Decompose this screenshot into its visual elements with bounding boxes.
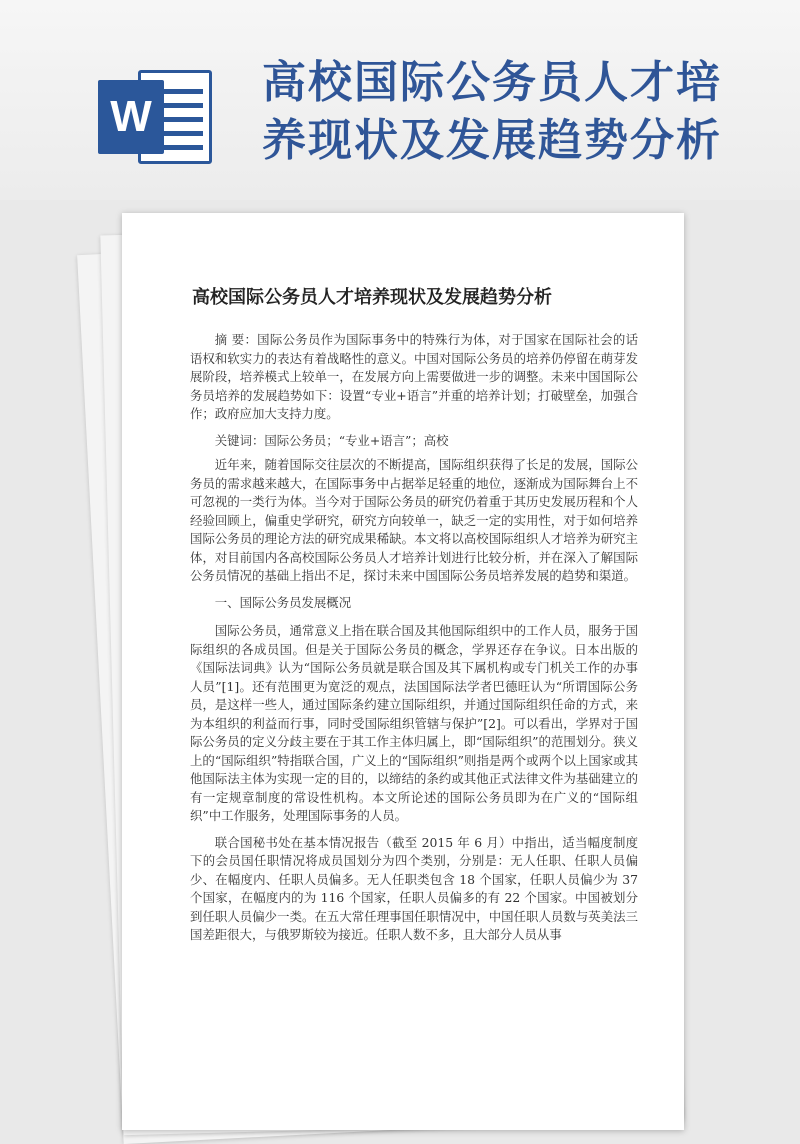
document-title: 高校国际公务员人才培养现状及发展趋势分析: [192, 287, 552, 308]
banner-title: [262, 54, 762, 170]
document-body: [190, 331, 638, 953]
word-icon-letter: W: [98, 80, 164, 154]
body-paragraph-1: 国际公务员，通常意义上指在联合国及其他国际组织中的工作人员，服务于国际组织的各成员国。但是关于国际公务员的概念，学界还存在争议。日本出版的《国际法词典》认为“国际公务员就是联合国及其下属机构或专门机关工作的办事人员”[1]。还有范围更为宽泛的观点，法国国际法学者巴德旺认为“所谓国际公务员，是这样一些人，通过国际条约建立国际组织，并通过国际组织任命的方式，来为本组织的利益而行事，同时受国际组织管辖与保护”[2]。可以看出，学界对于国际公务员的定义分歧主要在于其工作主体归属上，即“国际组织”的范围划分。狭义上的“国际组织”特指联合国，广义上的“国际组织”则指是两个或两个以上国家或其他国际法主体为实现一定的目的，以缔结的条约或其他正式法律文件为基础建立的有一定规章制度的常设性机构。本文所论述的国际公务员即为在广义的“国际组织”中工作服务，处理国际事务的人员。: [190, 623, 638, 823]
header-banner: [0, 0, 800, 200]
keywords-paragraph: 关键词：国际公务员；“专业+语言”；高校: [214, 432, 449, 448]
document-page: [122, 213, 684, 1130]
word-document-icon: [98, 62, 218, 172]
intro-paragraph: 近年来，随着国际交往层次的不断提高，国际组织获得了长足的发展，国际公务员的需求越来越大，在国际事务中占据举足轻重的地位，逐渐成为国际舞台上不可忽视的一类行为体。当今对于国际公务员的研究仍着重于其历史发展历程和个人经验回顾上，偏重史学研究，研究方向较单一，缺乏一定的实用性，对于如何培养国际公务员的理论方法的研究成果稀缺。本文将以高校国际组织人才培养为研究主体，对目前国内各高校国际公务员人才培养计划进行比较分析，并在深入了解国际公务员情况的基础上指出不足，探讨未来中国国际公务员培养发展的趋势和渠道。: [190, 457, 638, 583]
abstract-paragraph: 摘 要：国际公务员作为国际事务中的特殊行为体，对于国家在国际社会的话语权和软实力的表达有着战略性的意义。中国对国际公务员的培养仍停留在萌芽发展阶段，培养模式上较单一，在发展方向上需要做进一步的调整。未来中国国际公务员培养的发展趋势如下：设置“专业+语言”并重的培养计划；打破壁垒，加强合作；政府应加大支持力度。: [190, 332, 638, 421]
body-paragraph-2: 联合国秘书处在基本情况报告（截至 2015 年 6 月）中指出，适当幅度制度下的会员国任职情况将成员国划分为四个类别，分别是：无人任职、任职人员偏少、在幅度内、任职人员偏多。无人任职类包含 18 个国家，任职人员偏少为 37 个国家，在幅度内的为 116 个国家，任职人员偏多的有 22 个国家。中国被划分到任职人员偏少一类。在五大常任理事国任职情况中，中国任职人员数与英美法三国差距很大，与俄罗斯较为接近。任职人数不多，且大部分人员从事: [190, 834, 638, 942]
section-heading: 一、国际公务员发展概况: [214, 594, 352, 610]
banner-title-line1: 高校国际公务员人才培: [262, 57, 722, 108]
banner-title-line2: 养现状及发展趋势分析: [262, 115, 722, 166]
